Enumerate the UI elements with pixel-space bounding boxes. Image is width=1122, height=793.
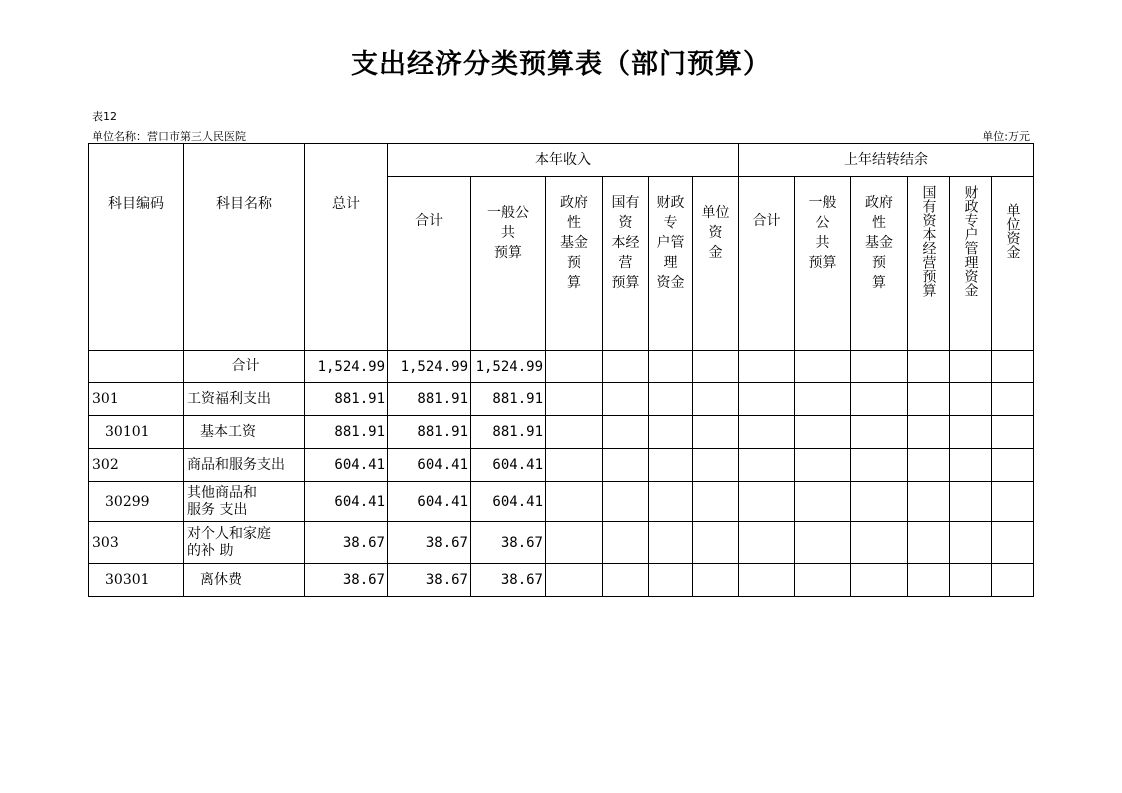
header-prev-general: 一般 公 共 预算	[808, 195, 837, 271]
row-total: 881.91	[305, 383, 388, 416]
row-name: 合计	[184, 351, 305, 383]
row-general: 604.41	[471, 482, 546, 522]
row-total: 604.41	[305, 449, 388, 482]
row-code: 30299	[89, 482, 184, 522]
header-cur-state-capital: 国有 资 本经 营 预算	[611, 195, 640, 291]
unit-label: 单位:万元	[982, 130, 1030, 143]
row-name: 商品和服务支出	[184, 449, 305, 482]
header-cur-general: 一般公 共 预算	[487, 205, 529, 261]
table-row	[89, 522, 1034, 564]
row-sum: 604.41	[388, 482, 471, 522]
header-prev-sum: 合计	[739, 177, 795, 351]
row-total: 38.67	[305, 564, 388, 597]
row-total: 881.91	[305, 416, 388, 449]
row-general: 38.67	[471, 564, 546, 597]
header-prev-state-capital: 国有资本经营预算	[920, 185, 937, 297]
header-cur-fund: 政府 性 基金 预 算	[560, 195, 588, 291]
row-general: 881.91	[471, 416, 546, 449]
row-code	[89, 351, 184, 383]
row-sum: 1,524.99	[388, 351, 471, 383]
row-code: 30101	[89, 416, 184, 449]
table-number: 表12	[92, 110, 117, 123]
budget-table	[88, 143, 1034, 597]
row-general: 38.67	[471, 522, 546, 564]
row-code: 303	[89, 522, 184, 564]
row-code: 302	[89, 449, 184, 482]
header-code: 科目编码	[89, 144, 184, 351]
row-name: 基本工资	[184, 416, 305, 449]
row-sum: 604.41	[388, 449, 471, 482]
header-carryover: 上年结转结余	[739, 144, 1034, 177]
row-general: 1,524.99	[471, 351, 546, 383]
row-general: 604.41	[471, 449, 546, 482]
unit-name: 单位名称：营口市第三人民医院	[92, 130, 246, 143]
row-name: 对个人和家庭 的补 助	[184, 522, 305, 564]
header-name: 科目名称	[184, 144, 305, 351]
row-general: 881.91	[471, 383, 546, 416]
row-code: 30301	[89, 564, 184, 597]
row-total: 38.67	[305, 522, 388, 564]
header-prev-fund: 政府 性 基金 预 算	[865, 195, 893, 291]
row-name: 工资福利支出	[184, 383, 305, 416]
table-row	[89, 351, 1034, 383]
row-total: 604.41	[305, 482, 388, 522]
row-sum: 38.67	[388, 522, 471, 564]
row-code: 301	[89, 383, 184, 416]
table-row	[89, 482, 1034, 522]
row-name: 其他商品和 服务 支出	[184, 482, 305, 522]
row-sum: 881.91	[388, 416, 471, 449]
header-row-1	[89, 144, 1034, 177]
row-name: 离休费	[184, 564, 305, 597]
header-cur-unit-funds: 单位 资 金	[701, 205, 730, 261]
header-cur-sum: 合计	[388, 177, 471, 351]
page-title: 支出经济分类预算表（部门预算）	[351, 49, 771, 80]
table-row	[89, 449, 1034, 482]
row-sum: 881.91	[388, 383, 471, 416]
row-total: 1,524.99	[305, 351, 388, 383]
table-row	[89, 416, 1034, 449]
header-prev-unit-funds: 单位资金	[1004, 203, 1021, 259]
table-row	[89, 383, 1034, 416]
header-cur-fiscal: 财政 专 户管 理 资金	[656, 195, 685, 291]
row-sum: 38.67	[388, 564, 471, 597]
header-current-year: 本年收入	[388, 144, 739, 177]
header-total: 总计	[305, 144, 388, 351]
header-prev-fiscal: 财政专户管理资金	[962, 185, 979, 297]
table-row	[89, 564, 1034, 597]
